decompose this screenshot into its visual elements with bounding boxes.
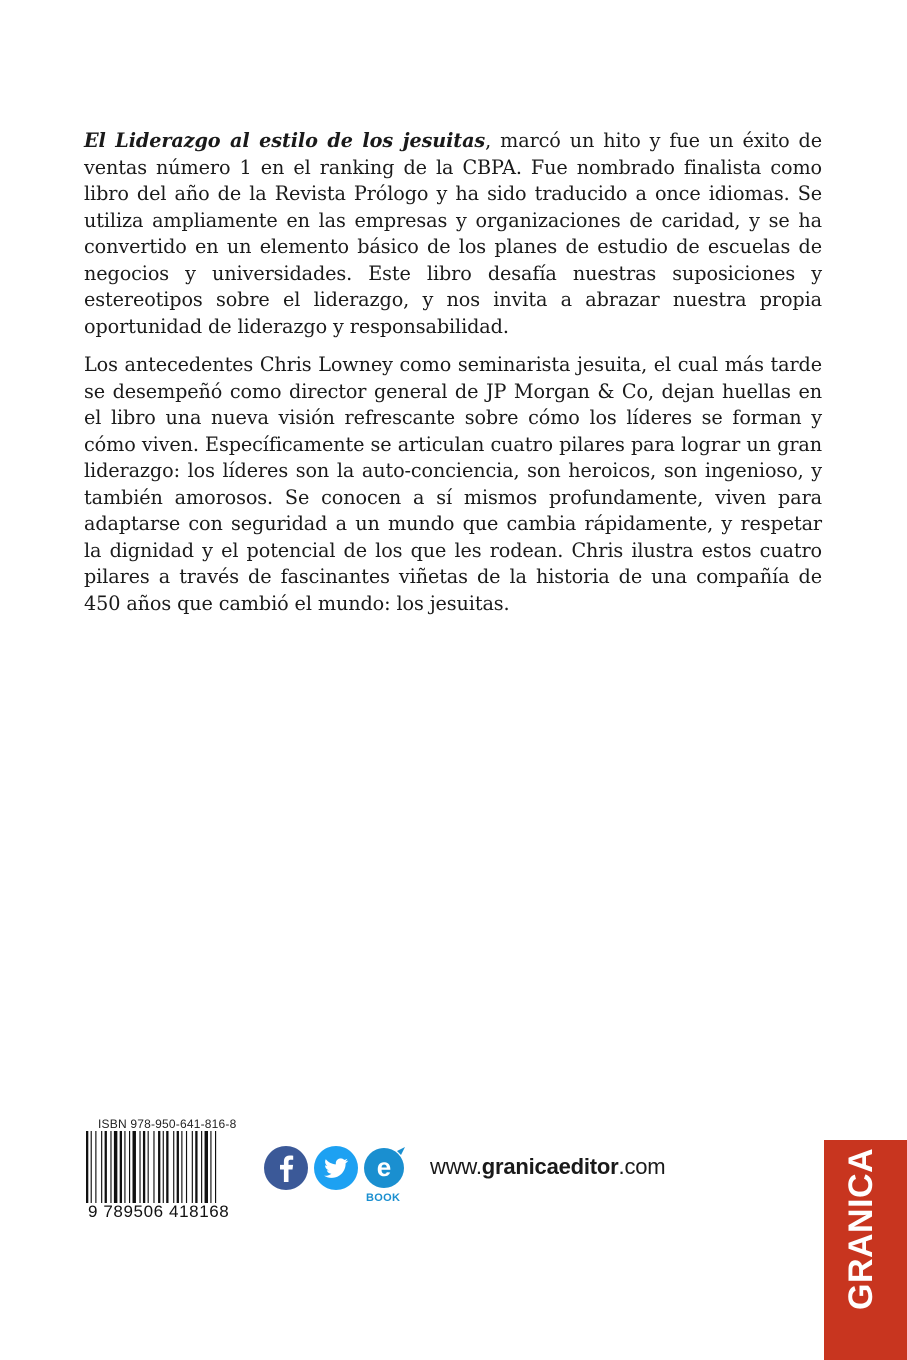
description-paragraph-1 (84, 128, 822, 340)
publisher-website[interactable] (430, 1154, 665, 1180)
back-cover-description (84, 128, 822, 629)
svg-text:e: e (376, 1152, 392, 1182)
ebook-label: BOOK (366, 1192, 401, 1204)
paragraph-1-text: , marcó un hito y fue un éxito de ventas número 1 en el ranking de la CBPA. Fue nombrado finalista como libro del año de la Revista Prólogo y ha sido traducido a once idiomas. Se utiliza ampliamente en las empresas y organizaciones de caridad, y se ha convertido en un elemento básico de los planes de estudio de escuelas de negocios y universidades. Este libro desafía nuestras suposiciones y estereotipos sobre el liderazgo, y nos invita a abrazar nuestra propia oportunidad de liderazgo y responsabilidad. (84, 129, 822, 338)
twitter-icon[interactable] (313, 1145, 359, 1191)
barcode-digits: 9 789506 418168 (88, 1202, 230, 1221)
publisher-logo: GRANICA (842, 1147, 880, 1310)
ebook-icon[interactable] (361, 1145, 407, 1191)
barcode (86, 1131, 224, 1203)
website-domain: granicaeditor (481, 1154, 619, 1179)
website-prefix: www. (430, 1154, 482, 1179)
website-suffix: .com (618, 1154, 666, 1179)
facebook-icon[interactable] (263, 1145, 309, 1191)
book-title: El Liderazgo al estilo de los jesuitas (84, 129, 486, 152)
description-paragraph-2: Los antecedentes Chris Lowney como seminarista jesuita, el cual más tarde se desempeñó como director general de JP Morgan & Co, dejan huellas en el libro una nueva visión refrescante sobre cómo los líderes se forman y cómo viven. Específicamente se articulan cuatro pilares para lograr un gran liderazgo: los líderes son la auto-conciencia, son heroicos, son ingenioso, y también amorosos. Se conocen a sí mismos profundamente, viven para adaptarse con seguridad a un mundo que cambia rápidamente, y respetar la dignidad y el potencial de los que les rodean. Chris ilustra estos cuatro pilares a través de fascinantes viñetas de la historia de una compañía de 450 años que cambió el mundo: los jesuitas. (84, 353, 822, 615)
isbn-label: ISBN 978-950-641-816-8 (98, 1117, 237, 1131)
